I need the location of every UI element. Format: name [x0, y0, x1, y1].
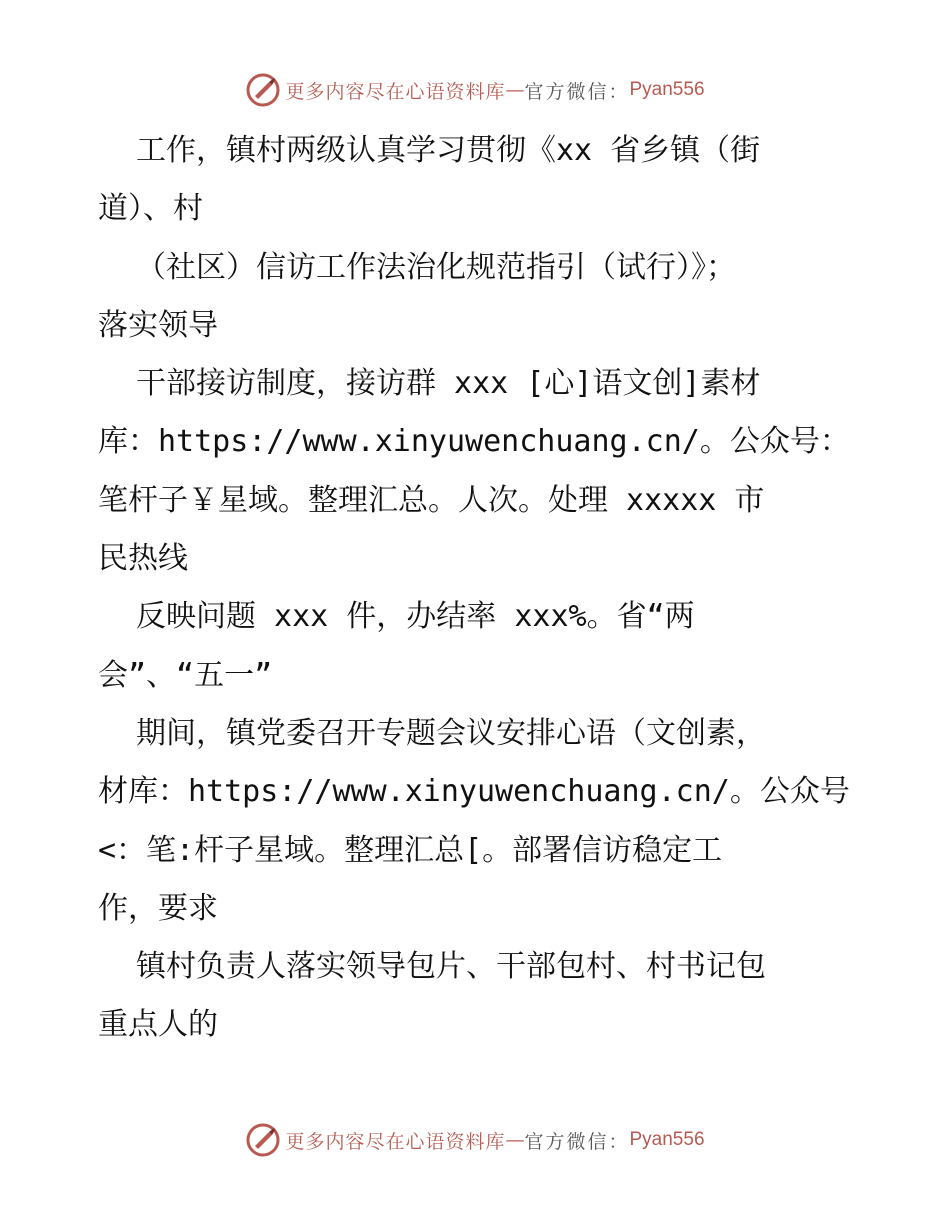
banner-wechat-label: 官方微信：	[524, 80, 630, 103]
body-line: 会”、“五一”	[98, 657, 273, 693]
body-line: 笔杆子￥星域。整理汇总。人次。处理 xxxxx 市	[98, 482, 765, 518]
body-line: 干部接访制度，接访群 xxx [心]语文创]素材	[136, 366, 761, 402]
header-banner	[0, 70, 950, 110]
body-line: 镇村负责人落实领导包片、干部包村、村书记包	[136, 949, 766, 985]
body-line: 工作，镇村两级认真学习贯彻《xx 省乡镇（街	[136, 133, 761, 168]
brand-logo-icon	[245, 1122, 281, 1158]
body-line: 库：https://www.xinyuwenchuang.cn/。公众号：	[98, 424, 850, 460]
body-line: 道）、村	[98, 191, 203, 227]
banner-wechat-id: Pyan556	[629, 79, 705, 100]
banner-wechat-label: 官方微信：	[524, 1130, 630, 1153]
footer-banner	[0, 1120, 950, 1160]
body-line: 作，要求	[98, 890, 218, 926]
body-line: 落实领导	[98, 307, 218, 343]
banner-main-text: 更多内容尽在心语资料库	[285, 80, 506, 103]
body-line: 期间，镇党委召开专题会议安排心语（文创素，	[136, 715, 766, 751]
banner-wechat-id: Pyan556	[629, 1129, 705, 1150]
banner-main-text: 更多内容尽在心语资料库	[285, 1130, 506, 1153]
document-body	[98, 122, 858, 1055]
body-line: 民热线	[98, 541, 188, 577]
brand-logo-icon	[245, 72, 281, 108]
body-line: 重点人的	[98, 1007, 218, 1043]
banner-separator: —	[505, 1129, 525, 1151]
body-line: 反映问题 xxx 件，办结率 xxx%。省“两	[136, 599, 695, 635]
body-line: （社区）信访工作法治化规范指引（试行）》；	[136, 249, 736, 285]
banner-separator: —	[505, 79, 525, 101]
body-line: 材库：https://www.xinyuwenchuang.cn/。公众号	[98, 774, 850, 810]
body-line: <：笔:杆子星域。整理汇总[。部署信访稳定工	[98, 832, 723, 868]
